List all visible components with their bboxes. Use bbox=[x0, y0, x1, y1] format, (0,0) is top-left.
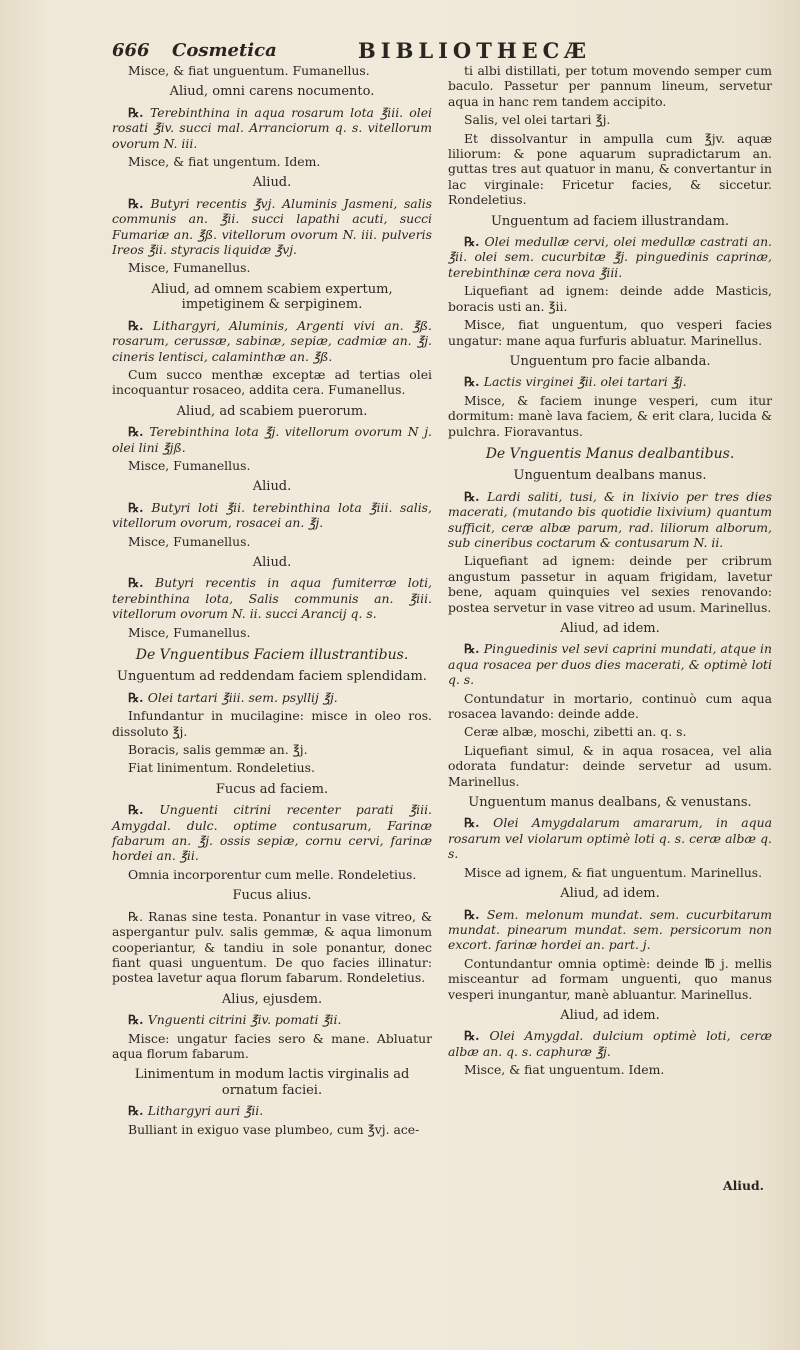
text-paragraph: Omnia incorporentur cum melle. Rondeletius. bbox=[128, 866, 417, 882]
section-heading: Aliud. bbox=[252, 175, 292, 191]
section-heading: Aliud. bbox=[252, 479, 292, 495]
left-column bbox=[112, 63, 432, 1140]
section-heading: Unguentum pro facie albanda. bbox=[509, 353, 711, 369]
text-paragraph: Misce, & fiat unguentum. Fumanellus. bbox=[128, 63, 370, 78]
recipe-ingredients: ℞. Butyri recentis in aqua fumiterræ loti, terebinthina lota, Salis communis an. ℥iii. vitellorum ovorum N. ii. succi Arancij q. s. bbox=[112, 575, 432, 621]
text-paragraph: Fiat linimentum. Rondeletius. bbox=[128, 760, 315, 776]
running-head: Cosmetica bbox=[172, 40, 277, 61]
recipe-ingredients: ℞. Vnguenti citrini ℥iv. pomati ℥ii. bbox=[112, 1012, 432, 1027]
text-paragraph: Misce, Fumanellus. bbox=[128, 533, 251, 549]
section-heading: Linimentum in modum lactis virginalis ad ornatum faciei. bbox=[134, 1067, 410, 1098]
text-paragraph: Liquefiant simul, & in aqua rosacea, vel alia odorata fundatur: deinde servetur ad usum. Marinellus. bbox=[448, 742, 772, 789]
section-heading: Unguentum ad reddendam faciem splendidam. bbox=[117, 669, 427, 685]
text-paragraph: Et dissolvantur in ampulla cum ℥jv. aquæ liliorum: & pone aquarum supradictarum an. guttas tres aut quatuor in manu, & convertantur in lac virginale: Fricetur facies, & siccetur. Rondeletius. bbox=[448, 130, 772, 208]
recipe-ingredients: ℞. Butyri recentis ℥vj. Aluminis Jasmeni, salis communis an. ℥ii. succi lapathi acuti, succi Fumariæ an. ℥ß. vitellorum ovorum N. iii. pulveris Ireos ℥ii. styracis liquidæ ℥vj. bbox=[112, 196, 432, 258]
recipe-ingredients: ℞. Lithargyri, Aluminis, Argenti vivi an. ℥ß. rosarum, cerussæ, sabinæ, sepiæ, cadmiæ an. ℥j. cineris lentisci, calaminthæ an. ℥ß. bbox=[112, 318, 432, 364]
page-title: BIBLIOTHECÆ bbox=[358, 38, 592, 63]
text-paragraph: Misce, Fumanellus. bbox=[128, 457, 251, 473]
section-heading: Aliud, ad idem. bbox=[560, 621, 660, 636]
section-heading: Aliud, ad idem. bbox=[560, 1007, 660, 1023]
text-paragraph: Infundantur in mucilagine: misce in oleo ros. dissoluto ℥j. bbox=[112, 708, 432, 739]
recipe-ingredients: ℞. Sem. melonum mundat. sem. cucurbitarum mundat. pinearum mundat. sem. persicorum non excort. farinæ hordei an. part. j. bbox=[448, 907, 772, 953]
recipe-ingredients: ℞. Butyri loti ℥ii. terebinthina lota ℥iii. salis, vitellorum ovorum, rosacei an. ℥j. bbox=[112, 500, 432, 531]
text-paragraph: Contundatur in mortario, continuò cum aqua rosacea lavando: deinde adde. bbox=[448, 690, 772, 722]
right-column bbox=[448, 63, 772, 1081]
recipe-ingredients: ℞. Unguenti citrini recenter parati ℥iii. Amygdal. dulc. optime contusarum, Farinæ fabarum an. ℥j. ossis sepiæ, cornu cervi, farinæ hordei an. ℥ii. bbox=[112, 802, 432, 864]
recipe-ingredients: ℞. Olei tartari ℥iii. sem. psyllij ℥j. bbox=[112, 690, 432, 705]
text-paragraph: Cum succo menthæ exceptæ ad tertias olei incoquantur rosaceo, addita cera. Fumanellus. bbox=[112, 366, 432, 398]
recipe-ingredients: ℞. Olei Amygdal. dulcium optimè loti, ceræ albæ an. q. s. caphuræ ℥j. bbox=[448, 1028, 772, 1059]
text-paragraph: ℞. Ranas sine testa. Ponantur in vase vitreo, & aspergantur pulv. salis gemmæ, & aqua limonum cooperiantur, & tandiu in sole ponantur, donec fiant quasi unguentum. De quo facies illinatur: postea lavetur aqua florum fabarum. Rondeletius. bbox=[112, 908, 432, 986]
page-number: 666 bbox=[112, 40, 150, 61]
recipe-ingredients: ℞. Lactis virginei ℥ii. olei tartari ℥j. bbox=[448, 374, 772, 389]
chapter-heading: De Vnguentis Manus dealbantibus. bbox=[485, 445, 735, 462]
section-heading: Aliud, ad idem. bbox=[560, 886, 660, 902]
section-heading: Aliud, ad omnem scabiem expertum, impetiginem & serpiginem. bbox=[151, 281, 393, 313]
text-paragraph: Bulliant in exiguo vase plumbeo, cum ℥vj. ace- bbox=[128, 1121, 420, 1137]
recipe-ingredients: ℞. Lithargyri auri ℥ii. bbox=[112, 1103, 432, 1118]
text-paragraph: Liquefiant ad ignem: deinde per cribrum angustum passetur in aquam frigidam, lavetur bene, aquam quinquies vel sexies renovando: postea servetur in vase vitreo ad usum. Marinellus. bbox=[448, 553, 772, 615]
section-heading: Unguentum ad faciem illustrandam. bbox=[490, 213, 730, 229]
chapter-heading: De Vnguentibus Faciem illustrantibus. bbox=[135, 647, 409, 663]
section-heading: Unguentum manus dealbans, & venustans. bbox=[468, 795, 752, 811]
recipe-ingredients: ℞. Lardi saliti, tusi, & in lixivio per tres dies macerati, (mutando bis quotidie lixivium) quantum sufficit, ceræ albæ parum, rad. liliorum alborum, sub cineribus coctarum & contusarum N. ii. bbox=[448, 489, 772, 551]
text-paragraph: Misce, Fumanellus. bbox=[128, 260, 251, 276]
section-heading: Alius, ejusdem. bbox=[221, 991, 323, 1007]
recipe-ingredients: ℞. Olei Amygdalarum amararum, in aqua rosarum vel violarum optimè loti q. s. ceræ albæ q. s. bbox=[448, 815, 772, 861]
section-heading: Fucus alius. bbox=[232, 888, 312, 904]
recipe-ingredients: ℞. Olei medullæ cervi, olei medullæ castrati an. ℥ii. olei sem. cucurbitæ ℥j. pinguedinis caprinæ, terebinthinæ cera nova ℥iii. bbox=[448, 234, 772, 280]
catchword: Aliud. bbox=[722, 1178, 764, 1193]
text-paragraph: Misce, Fumanellus. bbox=[128, 624, 251, 640]
text-paragraph: Ceræ albæ, moschi, zibetti an. q. s. bbox=[464, 724, 687, 740]
text-paragraph: Boracis, salis gemmæ an. ℥j. bbox=[128, 742, 308, 758]
section-heading: Aliud, omni carens nocumento. bbox=[169, 84, 375, 100]
text-paragraph: Misce, & fiat ungentum. Idem. bbox=[128, 154, 321, 170]
section-heading: Unguentum dealbans manus. bbox=[513, 468, 707, 484]
recipe-ingredients: ℞. Terebinthina lota ℥j. vitellorum ovorum N j. olei lini ℥jß. bbox=[112, 424, 432, 455]
text-paragraph: Misce ad ignem, & fiat unguentum. Marinellus. bbox=[464, 864, 763, 880]
text-paragraph: Misce, & fiat unguentum. Idem. bbox=[464, 1062, 665, 1078]
text-paragraph: Misce, fiat unguentum, quo vesperi facies ungatur: mane aqua furfuris abluatur. Marinellus. bbox=[448, 317, 772, 348]
text-paragraph: ti albi distillati, per totum movendo semper cum baculo. Passetur per pannum lineum, servetur aqua in hanc rem tandem accipito. bbox=[448, 63, 772, 109]
section-heading: Fucus ad faciem. bbox=[215, 781, 329, 797]
text-paragraph: Misce, & faciem inunge vesperi, cum itur dormitum: manè lava faciem, & erit clara, lucida & pulchra. Fioravantus. bbox=[448, 392, 772, 439]
text-paragraph: Misce: ungatur facies sero & mane. Abluatur aqua florum fabarum. bbox=[112, 1030, 432, 1061]
section-heading: Aliud, ad scabiem puerorum. bbox=[176, 403, 368, 419]
recipe-ingredients: ℞. Terebinthina in aqua rosarum lota ℥iii. olei rosati ℥iv. succi mal. Arranciorum q. s. vitellorum ovorum N. iii. bbox=[112, 105, 432, 151]
text-paragraph: Contundantur omnia optimè: deinde ℔ j. mellis misceantur ad formam unguenti, quo manus vesperi inungantur, manè abluantur. Marinellus. bbox=[448, 955, 772, 1002]
text-paragraph: Salis, vel olei tartari ℥j. bbox=[464, 112, 611, 128]
text-paragraph: Liquefiant ad ignem: deinde adde Masticis, boracis usti an. ℥ii. bbox=[448, 283, 772, 314]
section-heading: Aliud. bbox=[252, 554, 292, 570]
recipe-ingredients: ℞. Pinguedinis vel sevi caprini mundati, atque in aqua rosacea per duos dies macerati, & optimè loti q. s. bbox=[448, 641, 772, 687]
